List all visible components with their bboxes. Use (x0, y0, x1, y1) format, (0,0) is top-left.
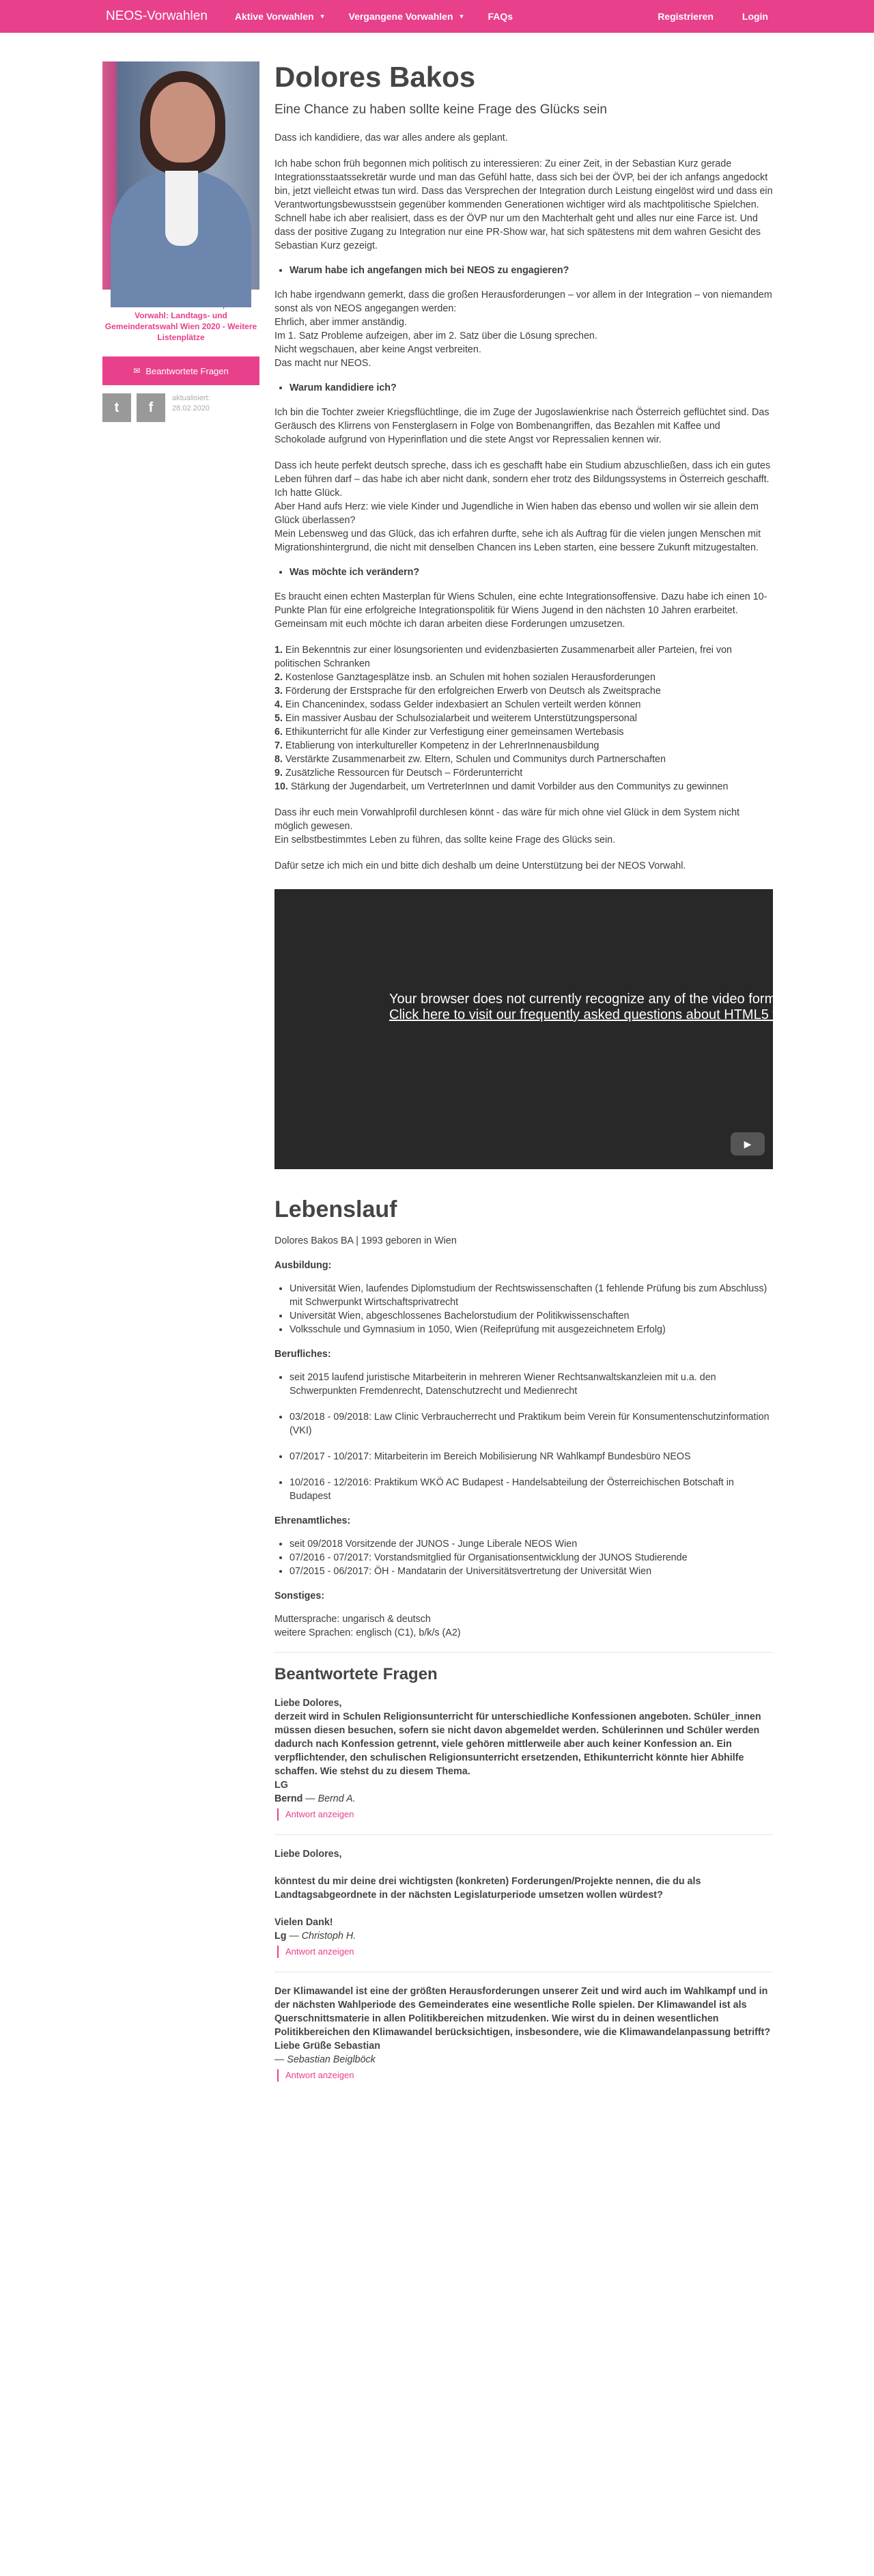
text: Mein Lebensweg und das Glück, das ich erfahren durfte, sehe ich als Auftrag für die vielen jungen Menschen mit Migrationshintergrund, die nicht mit denselben Chancen ins Leben starten, eine bessere Zukunft mitzugestalten. (274, 529, 761, 553)
text: LG (274, 1780, 288, 1791)
plan-number: 6. (274, 727, 283, 738)
intro-paragraph (274, 157, 773, 253)
candidate-photo (102, 61, 259, 290)
list-item: • 07/2016 - 07/2017: Vorstandsmitglied für Organisationsentwicklung der JUNOS Studierende (290, 1551, 773, 1565)
show-answer-link[interactable]: Antwort anzeigen (277, 2069, 773, 2082)
other-info (274, 1612, 773, 1640)
answer-paragraph (274, 288, 773, 370)
sidebar (102, 61, 259, 2108)
asker-name: Christoph H. (301, 1931, 356, 1942)
text: Das macht nur NEOS. (274, 358, 371, 369)
candidate-slogan: Eine Chance zu haben sollte keine Frage des Glücks sein (274, 102, 607, 117)
text: Ich habe irgendwann gemerkt, dass die großen Herausforderungen – vor allem in der Integration – von niemandem sonst als von NEOS angegangen werden: (274, 290, 772, 314)
list-item: • 10/2016 - 12/2016: Praktikum WKÖ AC Budapest - Handelsabteilung der Österreichischen Botschaft in Budapest (290, 1476, 773, 1503)
text: Nicht wegschauen, aber keine Angst verbreiten. (274, 344, 481, 355)
video-faq-link[interactable]: Click here to visit our frequently asked questions about HTML5 video. (389, 1007, 809, 1022)
question-asker (274, 2053, 773, 2067)
plan-item: Kostenlose Ganztagesplätze insb. an Schulen mit hohen sozialen Herausforderungen (285, 672, 656, 683)
plan-number: 3. (274, 686, 283, 697)
volunteer-title: Ehrenamtliches: (274, 1515, 351, 1526)
question-asker (274, 1792, 773, 1806)
text: Aber Hand aufs Herz: wie viele Kinder und Jugendliche in Wien haben das ebenso und wollen wir sie allein dem Glück überlassen? (274, 501, 759, 526)
answered-question (274, 1847, 773, 1972)
text: Ein selbstbestimmtes Leben zu führen, das sollte keine Frage des Glücks sein. (274, 835, 616, 845)
text: Im 1. Satz Probleme aufzeigen, aber im 2. Satz über die Lösung sprechen. (274, 331, 597, 341)
nav-label: Vergangene Vorwahlen (348, 11, 453, 22)
plan-item: Etablierung von interkultureller Kompetenz in der LehrerInnenausbildung (285, 740, 600, 751)
caret-down-icon: ▼ (458, 13, 465, 20)
list-item: • Universität Wien, abgeschlossenes Bachelorstudium der Politikwissenschaften (290, 1309, 773, 1323)
answer-paragraph: Ich bin die Tochter zweier Kriegsflüchtlinge, die im Zuge der Jugoslawienkrise nach Österreich geflüchtet sind. Das Geräusch des Klirrens von Fensterglasern in Folge von Bombenangriffen, das Bezahlen mit Kaffee und Schokolade aufgrund von Hyperinflation und die stete Angst vor Repressalien kennen wir. (274, 407, 770, 445)
nav-active-primaries[interactable] (235, 11, 326, 22)
answered-questions-button[interactable] (102, 356, 259, 385)
candidate-name: Dolores Bakos (274, 61, 476, 93)
question-text: Der Klimawandel ist eine der größten Herausforderungen unserer Zeit und wird auch im Wahlkampf und in der nächsten Wahlperiode des Gemeinderates eine wesentliche Rolle spielen. Der Klimawandel ist als Querschnittsmaterie in allen Politikbereichen mitzudenken. Wie wirst du in deinen wesentlichen Politikbereichen den Klimawandel berücksichtigen, insbesondere, wie die Klimawandelanpassung betrifft? Liebe Grüße Sebastian (274, 1986, 771, 2052)
work-title: Berufliches: (274, 1349, 331, 1360)
closing-paragraph (274, 806, 773, 847)
text: Schnell habe ich aber realisiert, dass es der ÖVP nur um den Machterhalt geht und alles nur eine Farce ist. Und dass der positive Zugang zu Integration nur eine PR-Show war, hat sich spätestens mit dem wahren Gesicht des Sebastian Kurz gezeigt. (274, 213, 761, 251)
plan-number: 4. (274, 699, 283, 710)
answered-question (274, 1696, 773, 1835)
text: derzeit wird in Schulen Religionsunterricht für unterschiedliche Konfessionen angeboten. Schüler_innen müssen diesen besuchen, sofern sie nicht davon abgemeldet werden. Schülerinnen und Schüler werden dadurch nach Konfession getrennt, viele gehören mittlerweile aber auch keiner Konfession an. Ein verpflichtender, den schulischen Religionsunterricht ersetzenden, Ethikunterricht könnte hier Abhilfe schaffen. Wie stehst du zu diesem Thema. (274, 1711, 761, 1777)
question-text (274, 1847, 773, 1929)
volunteer-list (290, 1537, 773, 1578)
nav-label: Aktive Vorwahlen (234, 11, 314, 22)
question-heading-text: • Warum kandidiere ich? (290, 382, 773, 393)
list-item: • Universität Wien, laufendes Diplomstudium der Rechtswissenschaften (1 fehlende Prüfung bis zum Abschluss) mit Schwerpunkt Wirtschaftsprivatrecht (290, 1282, 773, 1309)
login-link[interactable]: Login (742, 11, 768, 22)
facebook-icon[interactable]: f (137, 393, 165, 422)
list-item: • Volksschule und Gymnasium in 1050, Wien (Reifeprüfung mit ausgezeichnetem Erfolg) (290, 1323, 773, 1336)
updated-label: aktualisiert: (172, 394, 210, 402)
question-heading (290, 567, 773, 578)
intro-paragraph: Dass ich kandidiere, das war alles andere als geplant. (274, 132, 508, 143)
plan-number: 2. (274, 672, 283, 683)
answered-question (274, 1985, 773, 2095)
text: Vielen Dank! (274, 1917, 333, 1928)
question-heading-text: • Was möchte ich verändern? (290, 567, 773, 578)
plan-item: Ein massiver Ausbau der Schulsozialarbeit und weiterem Unterstützungspersonal (285, 713, 637, 724)
text: könntest du mir deine drei wichtigsten (konkreten) Forderungen/Projekte nennen, die du als Landtagsabgeordnete in der nächsten Legislaturperiode umsetzen wollen würdest? (274, 1876, 701, 1901)
plan-item: Zusätzliche Ressourcen für Deutsch – Förderunterricht (285, 768, 523, 779)
text: Ich habe schon früh begonnen mich politisch zu interessieren: Zu einer Zeit, in der Sebastian Kurz gerade Integrationsstaatssekretär wurde und man das Gefühl hatte, dass sich bei der ÖVP, bei der ich anfangs angedockt bin, jetzt vielleicht etwas tun wird. Dass das Versprechen der Integration durch Leistung eingelöst wird und dass ein Verantwortungsbewusstsein gegenüber kommenden Generationen wichtiger wird als machtpolitische Spielchen. (274, 158, 773, 210)
plan-number: 9. (274, 768, 283, 779)
list-item: • 07/2017 - 10/2017: Mitarbeiterin im Bereich Mobilisierung NR Wahlkampf Bundesbüro NEOS (290, 1450, 773, 1464)
question-text (274, 1696, 773, 1792)
education-list (290, 1282, 773, 1336)
answer-paragraph (274, 459, 773, 555)
ten-point-plan (274, 643, 773, 794)
plan-item: Verstärkte Zusammenarbeit zw. Eltern, Schulen und Communitys durch Partnerschaften (285, 754, 666, 765)
text: Dass ihr euch mein Vorwahlprofil durchlesen könnt - das wäre für mich ohne viel Glück in dem System nicht möglich gewesen. (274, 807, 739, 832)
answered-questions-title: Beantwortete Fragen (274, 1665, 438, 1683)
election-link[interactable]: Vorwahl: Landtags- und Gemeinderatswahl Wien 2020 - Weitere Listenplätze (104, 311, 257, 342)
list-item: • 03/2018 - 09/2018: Law Clinic Verbraucherrecht und Praktikum beim Verein für Konsumentenschutzinformation (VKI) (290, 1410, 773, 1438)
plan-item: Ein Bekenntnis zur einer lösungsorienten und evidenzbasierten Zusammenarbeit aller Parteien, frei von politischen Schranken (274, 645, 732, 669)
updated-date: 28.02.2020 (172, 404, 210, 412)
work-list (290, 1371, 773, 1503)
list-item: • 07/2015 - 06/2017: ÖH - Mandatarin der Universitätsvertretung der Universität Wien (290, 1565, 773, 1578)
divider (274, 1652, 773, 1653)
youtube-play-icon[interactable]: ▶ (731, 1132, 765, 1156)
plan-number: 5. (274, 713, 283, 724)
text: Dass ich heute perfekt deutsch spreche, dass ich es geschafft habe ein Studium abzuschließen, dass ich ein gutes Leben führen darf – das habe ich aber nicht dank, sondern eher trotz des Bildungssystems in Österreich geschafft. Ich hatte Glück. (274, 460, 771, 499)
other-title: Sonstiges: (274, 1591, 325, 1601)
question-heading (290, 382, 773, 393)
nav-faqs[interactable]: FAQs (488, 11, 513, 22)
text: Liebe Dolores, (274, 1698, 342, 1709)
asker-name: Bernd A. (318, 1793, 356, 1804)
plan-item: Förderung der Erstsprache für den erfolgreichen Erwerb von Deutsch als Zweitsprache (285, 686, 661, 697)
text: Muttersprache: ungarisch & deutsch (274, 1614, 431, 1625)
plan-item: Ein Chancenindex, sodass Gelder indexbasiert an Schulen verteilt werden können (285, 699, 641, 710)
video-message: Your browser does not currently recognize any of the video formats available. (389, 992, 856, 1007)
text: Lg (274, 1931, 287, 1942)
plan-number: 7. (274, 740, 283, 751)
show-answer-link[interactable]: Antwort anzeigen (277, 1946, 773, 1958)
text: Liebe Dolores, (274, 1849, 342, 1860)
social-share (102, 393, 259, 422)
text: — (286, 1931, 302, 1942)
twitter-icon[interactable]: t (102, 393, 131, 422)
video-unsupported-message (389, 992, 856, 1023)
plan-number: 10. (274, 781, 288, 792)
asker-name: Sebastian Beiglböck (287, 2054, 376, 2065)
text: — (274, 2054, 287, 2065)
video-player[interactable] (274, 889, 856, 1169)
nav-past-primaries[interactable] (349, 11, 465, 22)
chat-icon: ✉ (133, 366, 141, 376)
list-item: • seit 2015 laufend juristische Mitarbeiterin in mehreren Wiener Rechtsanwaltskanzleien mit u.a. den Schwerpunkten Fremdenrecht, Datenschutzrecht und Medienrecht (290, 1371, 773, 1398)
education-title: Ausbildung: (274, 1260, 332, 1271)
text: Ehrlich, aber immer anständig. (274, 317, 407, 328)
page-content (102, 61, 856, 2108)
show-answer-link[interactable]: Antwort anzeigen (277, 1808, 773, 1821)
answered-questions-label: Beantwortete Fragen (145, 365, 229, 376)
caret-down-icon: ▼ (319, 13, 326, 20)
cv-summary: Dolores Bakos BA | 1993 geboren in Wien (274, 1235, 457, 1246)
plan-number: 1. (274, 645, 283, 656)
cv-title: Lebenslauf (274, 1196, 397, 1222)
question-heading-text: • Warum habe ich angefangen mich bei NEOS zu engagieren? (290, 265, 773, 276)
closing-paragraph: Dafür setze ich mich ein und bitte dich deshalb um deine Unterstützung bei der NEOS Vorwahl. (274, 860, 686, 871)
answer-paragraph: Es braucht einen echten Masterplan für Wiens Schulen, eine echte Integrationsoffensive. Dazu habe ich einen 10-Punkte Plan für eine erfolgreiche Integrationspolitik für Wiens Jugend in den nächsten 10 Jahren erarbeitet. Gemeinsam mit euch möchte ich daran arbeiten diese Forderungen umzusetzen. (274, 591, 767, 630)
text: — (302, 1793, 318, 1804)
plan-item: Stärkung der Jugendarbeit, um VertreterInnen und damit Vorbilder aus den Communitys zu gewinnen (290, 781, 729, 792)
question-heading (290, 265, 773, 276)
plan-item: Ethikunterricht für alle Kinder zur Verfestigung einer gemeinsamen Wertebasis (285, 727, 624, 738)
text: Bernd (274, 1793, 303, 1804)
main-content (274, 61, 856, 2108)
top-navbar (0, 0, 874, 33)
register-link[interactable]: Registrieren (658, 11, 714, 22)
text: weitere Sprachen: englisch (C1), b/k/s (A2) (274, 1627, 461, 1638)
updated-info (172, 393, 210, 414)
plan-number: 8. (274, 754, 283, 765)
list-item: • seit 09/2018 Vorsitzende der JUNOS - Junge Liberale NEOS Wien (290, 1537, 773, 1551)
brand-logo[interactable]: NEOS-Vorwahlen (106, 9, 208, 23)
question-asker (274, 1929, 773, 1943)
